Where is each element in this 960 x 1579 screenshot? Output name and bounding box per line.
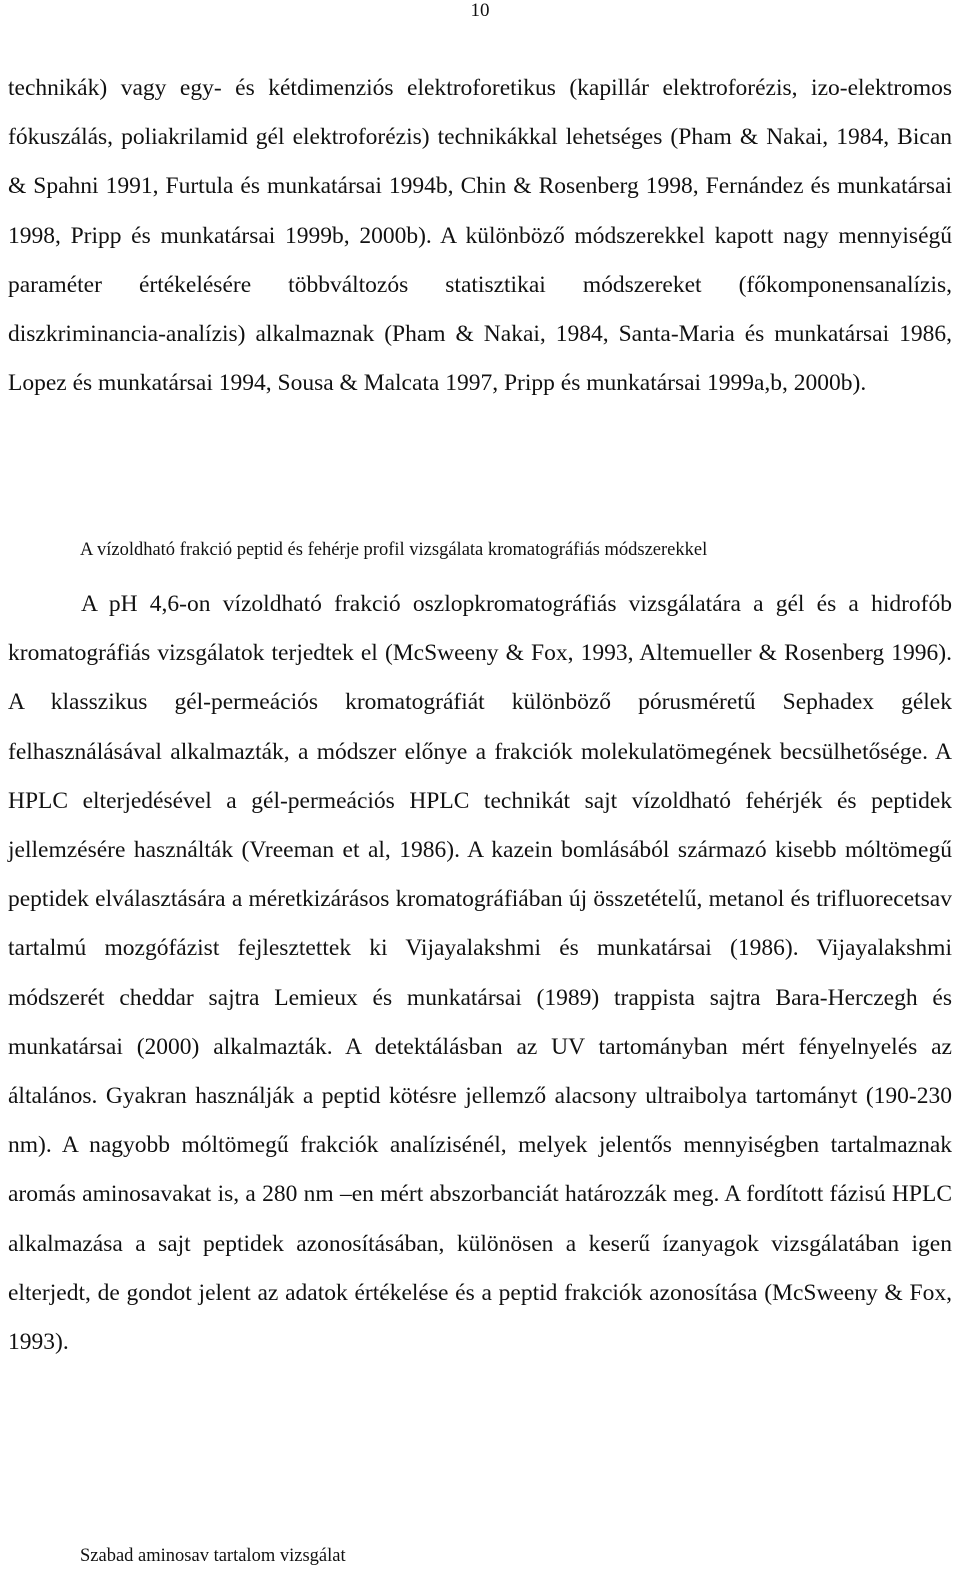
section-heading-free-amino-acids: Szabad aminosav tartalom vizsgálat: [80, 1546, 346, 1566]
body-paragraph-chromatography: A pH 4,6-on vízoldható frakció oszlopkromatográfiás vizsgálatára a gél és a hidrofób kromatográfiás vizsgálatok terjedtek el (McSweeny & Fox, 1993, Altemueller & Rosenberg 1996). A klasszikus gél-permeációs kromatográfiát különböző pórusméretű Sephadex gélek felhasználásával alkalmazták, a módszer előnye a frakciók molekulatömegének becsülhetősége. A HPLC elterjedésével a gél-permeációs HPLC technikát sajt vízoldható fehérjék és peptidek jellemzésére használták (Vreeman et al, 1986). A kazein bomlásából származó kisebb móltömegű peptidek elválasztására a méretkizárásos kromatográfiában új összetételű, metanol és trifluorecetsav tartalmú mozgófázist fejlesztettek ki Vijayalakshmi és munkatársai (1986). Vijayalakshmi módszerét cheddar sajtra Lemieux és munkatársai (1989) trappista sajtra Bara-Herczegh és munkatársai (2000) alkalmazták. A detektálásban az UV tartományban mért fényelnyelés az általános. Gyakran használják a peptid kötésre jellemző alacsony ultraibolya tartományt (190-230 nm). A nagyobb móltömegű frakciók analízisénél, melyek jelentős mennyiségben tartalmaznak aromás aminosavakat is, a 280 nm –en mért abszorbanciát határozzák meg. A fordított fázisú HPLC alkalmazása a sajt peptidek azonosításában, különösen a keserű ízanyagok vizsgálatában igen elterjedt, de gondot jelent az adatok értékelése és a peptid frakciók azonosítása (McSweeny & Fox, 1993).: [8, 591, 952, 1356]
body-paragraph-electrophoresis: technikák) vagy egy- és kétdimenziós elektroforetikus (kapillár elektroforézis, izo-elektromos fókuszálás, poliakrilamid gél elektroforézis) technikákkal lehetséges (Pham & Nakai, 1984, Bican & Spahni 1991, Furtula és munkatársai 1994b, Chin & Rosenberg 1998, Fernández és munkatársai 1998, Pripp és munkatársai 1999b, 2000b). A különböző módszerekkel kapott nagy mennyiségű paraméter értékelésére többváltozós statisztikai módszereket (főkomponensanalízis, diszkriminancia-analízis) alkalmaznak (Pham & Nakai, 1984, Santa-Maria és munkatársai 1986, Lopez és munkatársai 1994, Sousa & Malcata 1997, Pripp és munkatársai 1999a,b, 2000b).: [8, 75, 952, 397]
section-heading-chromatography: A vízoldható frakció peptid és fehérje profil vizsgálata kromatográfiás módszerekkel: [80, 540, 708, 560]
page-number: 10: [470, 0, 490, 21]
